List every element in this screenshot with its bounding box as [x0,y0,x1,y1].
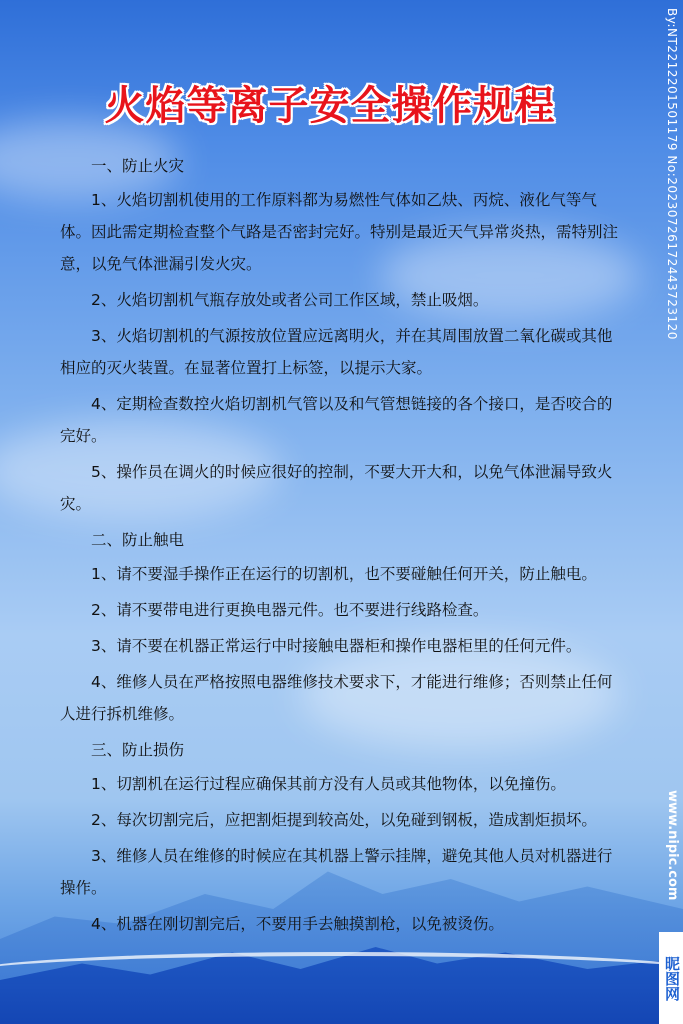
rule-item: 5、操作员在调火的时候应很好的控制，不要大开大和，以免气体泄漏导致火灾。 [60,463,613,513]
regulation-content [60,150,626,944]
rule-item: 2、火焰切割机气瓶存放处或者公司工作区域，禁止吸烟。 [91,291,489,309]
section-heading: 三、防止损伤 [91,741,185,759]
section-heading: 二、防止触电 [91,531,185,549]
rule-item: 2、每次切割完后，应把割炬提到较高处，以免碰到钢板，造成割炬损坏。 [91,811,597,829]
poster-title: 火焰等离子安全操作规程 [104,83,556,129]
rule-item: 4、机器在刚切割完后，不要用手去触摸割枪，以免被烫伤。 [91,915,504,933]
watermark-id: By:NT2212201501179 No:20230726172443723120 [665,8,679,340]
rule-item: 2、请不要带电进行更换电器元件。也不要进行线路检查。 [91,601,489,619]
rule-item: 1、切割机在运行过程应确保其前方没有人员或其他物体，以免撞伤。 [91,775,566,793]
rule-item: 1、请不要湿手操作正在运行的切割机，也不要碰触任何开关，防止触电。 [91,565,597,583]
rule-item: 3、请不要在机器正常运行中时接触电器柜和操作电器柜里的任何元件。 [91,637,582,655]
rule-item: 3、火焰切割机的气源按放位置应远离明火，并在其周围放置二氧化碳或其他相应的灭火装置。在显著位置打上标签，以提示大家。 [60,327,613,377]
wave-decoration [0,952,683,996]
rule-item: 3、维修人员在维修的时候应在其机器上警示挂牌，避免其他人员对机器进行操作。 [60,847,613,897]
watermark-site: www.nipic.com [665,790,680,901]
rule-item: 4、定期检查数控火焰切割机气管以及和气管想链接的各个接口，是否咬合的完好。 [60,395,613,445]
rule-item: 4、维修人员在严格按照电器维修技术要求下，才能进行维修；否则禁止任何人进行拆机维修。 [60,673,613,723]
section-heading: 一、防止火灾 [91,157,185,175]
rule-item: 1、火焰切割机使用的工作原料都为易燃性气体如乙炔、丙烷、液化气等气体。因此需定期检查整个气路是否密封完好。特别是最近天气异常炎热，需特别注意，以免气体泄漏引发火灾。 [60,191,619,273]
watermark-logo: 昵图网 [659,932,683,1024]
